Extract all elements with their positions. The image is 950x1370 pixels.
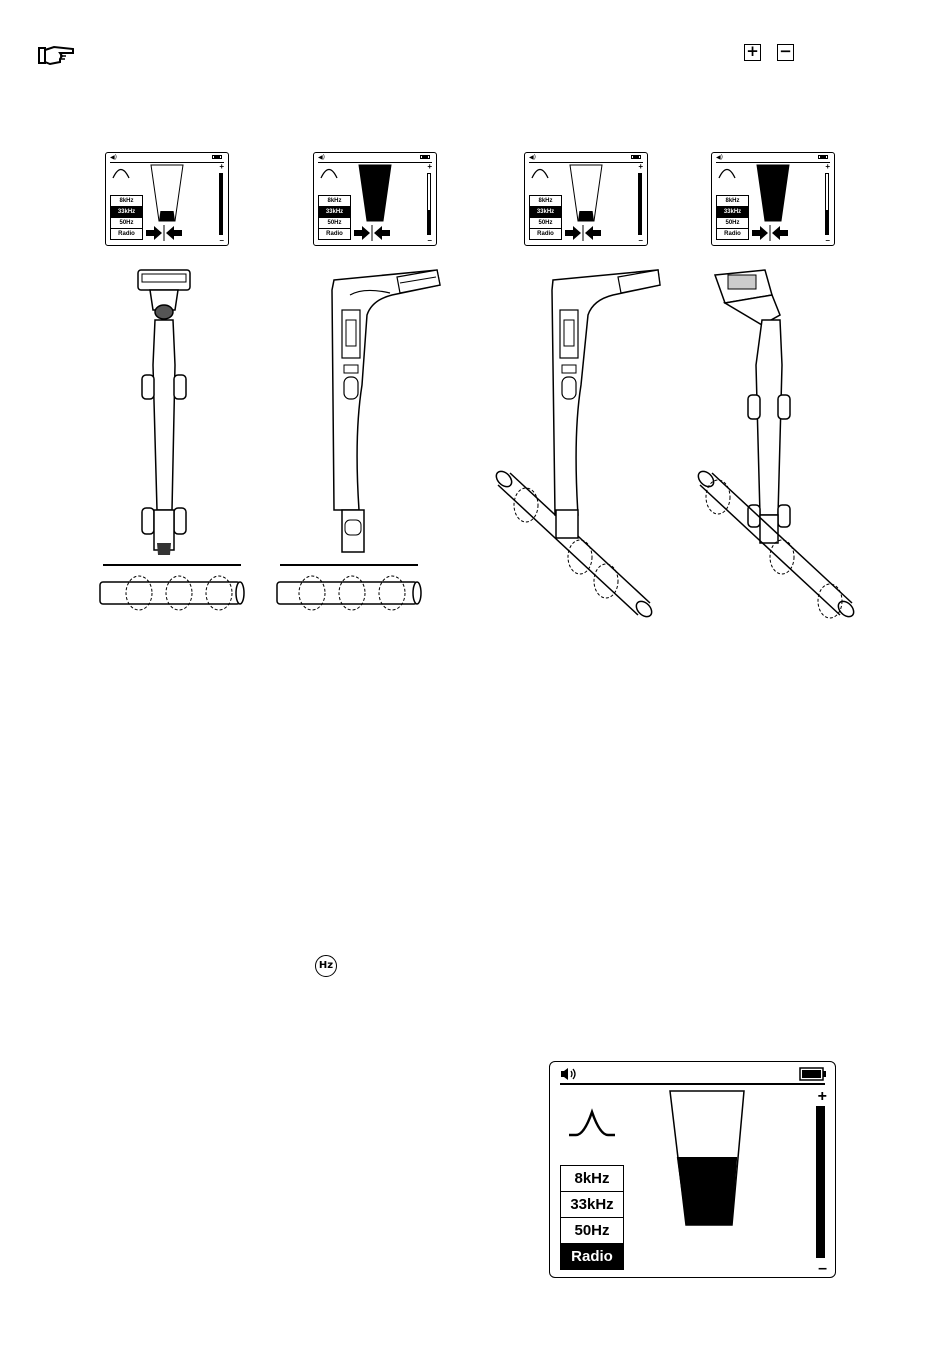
frequency-list [529, 195, 562, 240]
frequency-item: 8kHz [717, 196, 748, 207]
frequency-item-selected: 33kHz [717, 207, 748, 218]
level-bar [427, 173, 431, 235]
level-bar [638, 173, 642, 235]
signal-cone [756, 164, 790, 222]
locator-screen-1 [105, 152, 229, 246]
peak-mode-icon [718, 167, 736, 179]
frequency-item-selected: 33kHz [111, 207, 142, 218]
centering-arrows-icon [144, 225, 184, 241]
bar-minus-label: – [427, 236, 432, 245]
speaker-icon: ◀) [529, 154, 536, 161]
peak-mode-icon [531, 167, 549, 179]
frequency-item: 8kHz [319, 196, 350, 207]
pointing-hand-icon [38, 45, 76, 67]
frequency-item: 33kHz [561, 1192, 623, 1218]
bar-minus-label: – [638, 236, 643, 245]
locator-screen-4 [711, 152, 835, 246]
level-bar [219, 173, 223, 235]
battery-icon [818, 155, 828, 159]
frequency-list [716, 195, 749, 240]
bar-minus-label: – [219, 236, 224, 245]
signal-cone [358, 164, 392, 222]
peak-mode-icon [112, 167, 130, 179]
frequency-item: Radio [118, 231, 135, 237]
battery-icon [420, 155, 430, 159]
bar-minus-label: – [818, 1260, 827, 1277]
frequency-item: 50Hz [561, 1218, 623, 1244]
centering-arrows-icon [563, 225, 603, 241]
frequency-item: 8kHz [561, 1166, 623, 1192]
signal-cone [150, 164, 184, 222]
frequency-item: Radio [326, 231, 343, 237]
frequency-item-selected: Radio [561, 1244, 623, 1269]
hz-key-icon: Hz [315, 955, 337, 977]
battery-icon [212, 155, 222, 159]
frequency-item: 50Hz [319, 218, 350, 229]
speaker-icon: ◀) [110, 154, 117, 161]
frequency-item: Radio [537, 231, 554, 237]
frequency-item: 50Hz [717, 218, 748, 229]
bar-minus-label: – [825, 236, 830, 245]
frequency-list [318, 195, 351, 240]
bar-plus-label: + [825, 162, 830, 171]
centering-arrows-icon [750, 225, 790, 241]
level-bar [816, 1106, 825, 1258]
centering-arrows-icon [352, 225, 392, 241]
bar-plus-label: + [219, 162, 224, 171]
locator-screen-large [549, 1061, 836, 1278]
frequency-item: 50Hz [530, 218, 561, 229]
locator-rotated-view-illustration [690, 265, 875, 640]
signal-cone [569, 164, 603, 222]
bar-plus-label: + [817, 1088, 827, 1105]
battery-icon [799, 1067, 827, 1081]
battery-icon [631, 155, 641, 159]
minus-key: − [777, 44, 794, 61]
frequency-list [110, 195, 143, 240]
level-bar [825, 173, 829, 235]
frequency-item-selected: 33kHz [530, 207, 561, 218]
plus-key: + [744, 44, 761, 61]
bar-plus-label: + [638, 162, 643, 171]
frequency-list [560, 1165, 624, 1270]
frequency-item: 50Hz [111, 218, 142, 229]
frequency-item: 8kHz [111, 196, 142, 207]
frequency-item: Radio [724, 231, 741, 237]
speaker-icon: ◀) [318, 154, 325, 161]
frequency-item-selected: 33kHz [319, 207, 350, 218]
locator-screen-3 [524, 152, 648, 246]
locator-side-view-illustration [272, 265, 457, 640]
locator-oblique-view-illustration [488, 265, 673, 640]
speaker-icon: ◀) [716, 154, 723, 161]
signal-cone [668, 1089, 748, 1229]
frequency-item: 8kHz [530, 196, 561, 207]
peak-mode-icon [568, 1107, 616, 1137]
locator-front-view-illustration [95, 265, 250, 640]
locator-screen-2 [313, 152, 437, 246]
peak-mode-icon [320, 167, 338, 179]
bar-plus-label: + [427, 162, 432, 171]
speaker-icon [560, 1067, 578, 1081]
